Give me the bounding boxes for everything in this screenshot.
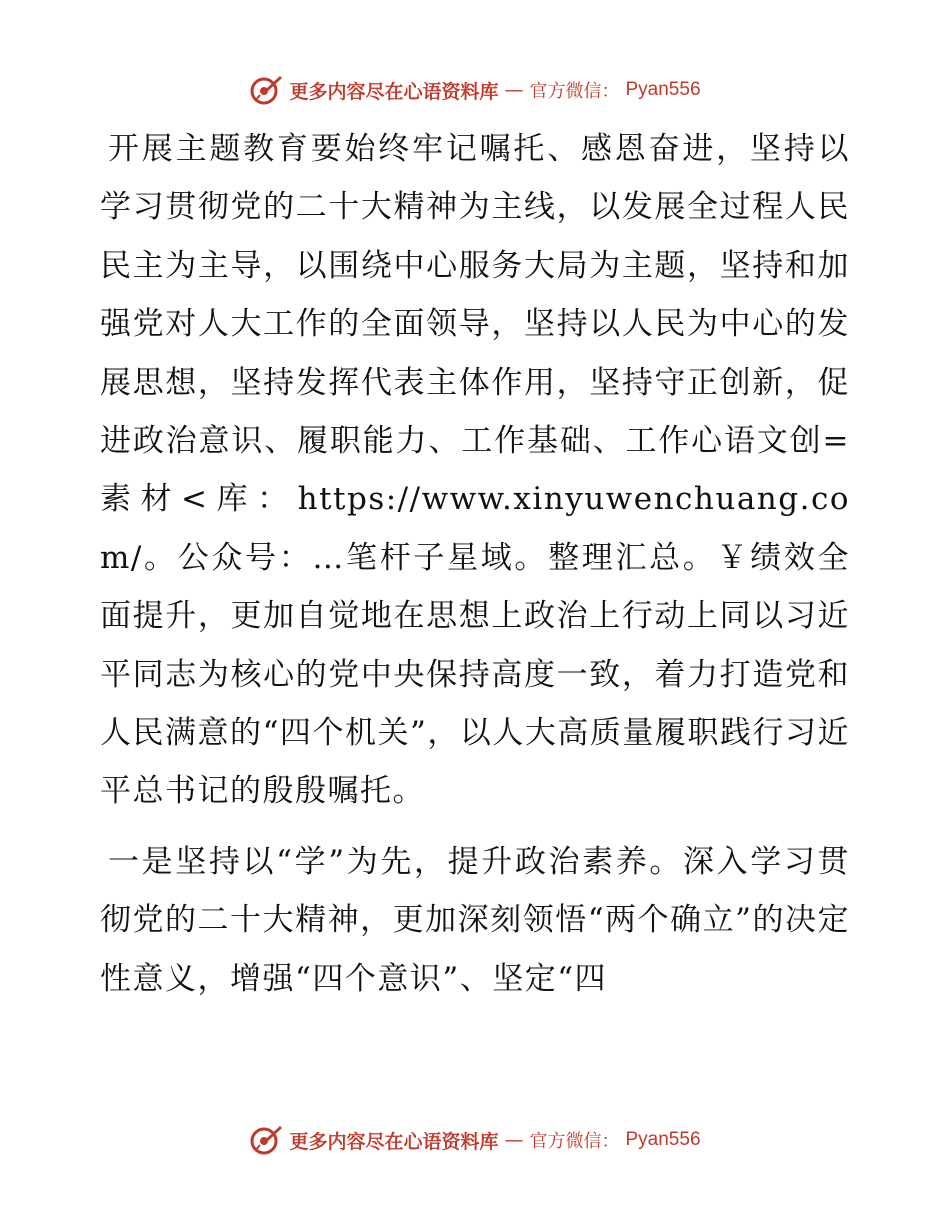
header-wechat-label: 官方微信： <box>529 81 620 102</box>
header-wechat-id: Pyan556 <box>625 79 701 100</box>
header-dash: — <box>504 79 524 101</box>
document-body <box>100 120 850 1008</box>
header-brand-text: 更多内容尽在心语资料库 <box>289 80 499 103</box>
pen-logo-icon <box>249 73 283 107</box>
footer-brand-text: 更多内容尽在心语资料库 <box>289 1130 499 1153</box>
paragraph-2: 一是坚持以“学”为先，提升政治素养。深入学习贯彻党的二十大精神，更加深刻领悟“两个确立”的决定性意义，增强“四个意识”、坚定“四 <box>100 843 850 997</box>
paragraph-1: 开展主题教育要始终牢记嘱托、感恩奋进，坚持以学习贯彻党的二十大精神为主线，以发展全过程人民民主为主导，以围绕中心服务大局为主题，坚持和加强党对人大工作的全面领导，坚持以人民为中心的发展思想，坚持发挥代表主体作用，坚持守正创新，促进政治意识、履职能力、工作基础、工作心语文创=素材<库：https://www.xinyuwenchuang.com/。公众号：…笔杆子星域。整理汇总。￥绩效全面提升，更加自觉地在思想上政治上行动上同以习近平同志为核心的党中央保持高度一致，着力打造党和人民满意的“四个机关”，以人大高质量履职践行习近平总书记的殷殷嘱托。 <box>100 131 850 810</box>
footer-dash: — <box>504 1129 524 1151</box>
footer-wechat-id: Pyan556 <box>625 1129 701 1150</box>
footer-wechat-label: 官方微信： <box>529 1131 620 1152</box>
footer-banner <box>0 1120 950 1160</box>
header-banner <box>0 70 950 110</box>
pen-logo-icon <box>249 1123 283 1157</box>
